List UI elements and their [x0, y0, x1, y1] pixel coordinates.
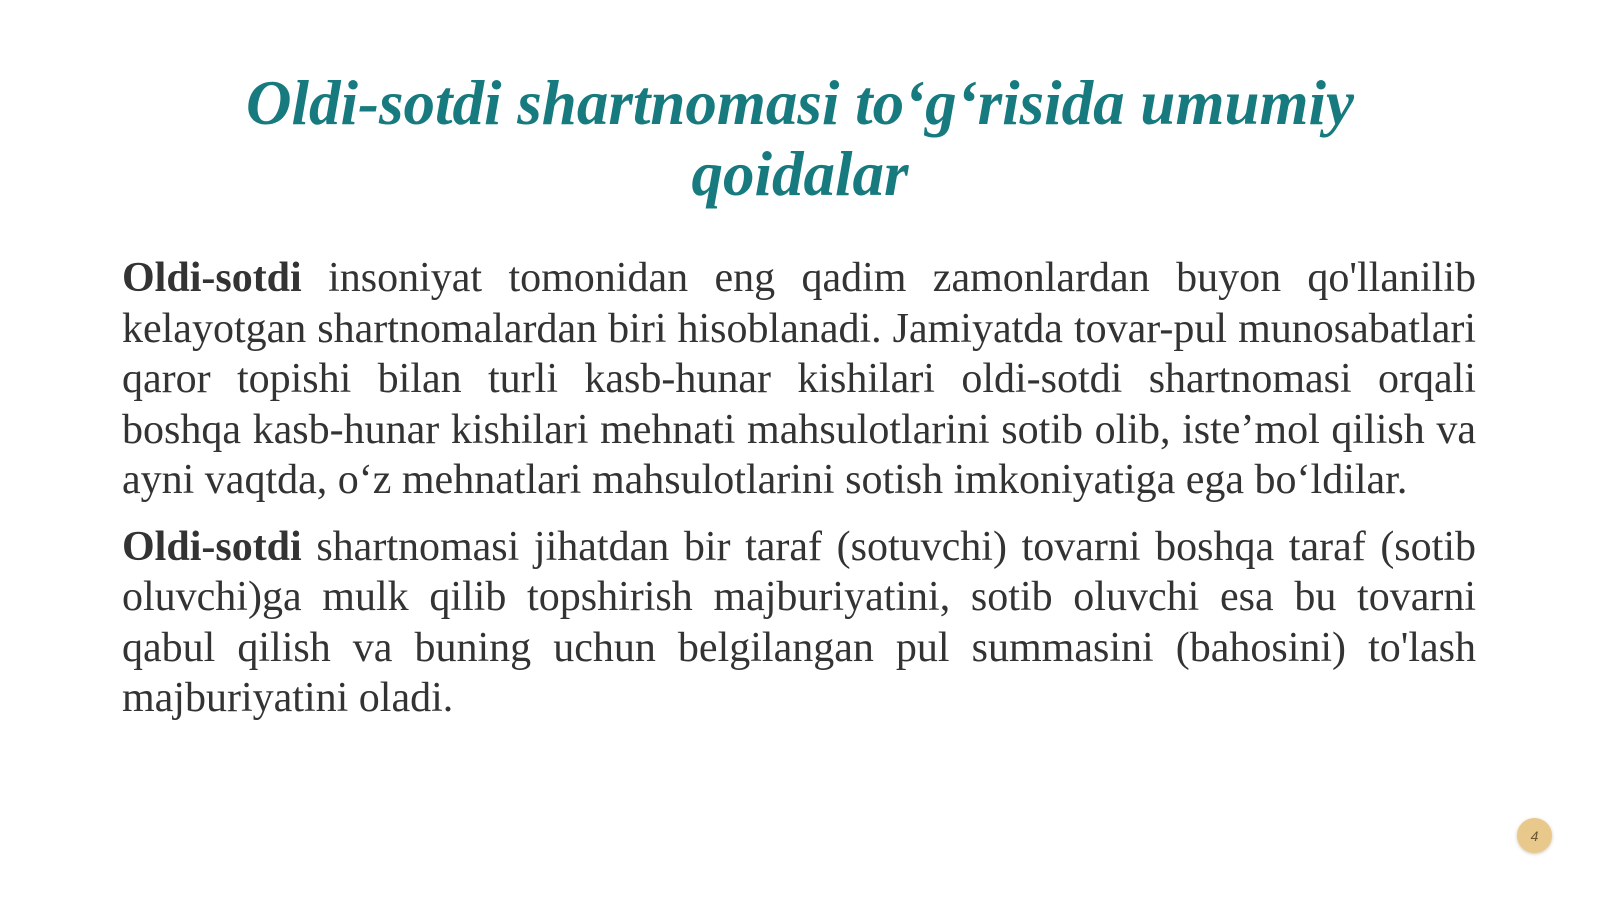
paragraph-2-lead: Oldi-sotdi — [122, 523, 302, 570]
slide-body — [122, 253, 1476, 740]
paragraph-1-lead: Oldi-sotdi — [122, 255, 302, 301]
page-number-badge: 4 — [1517, 818, 1552, 853]
slide-title: Oldi-sotdi shartnomasi to‘g‘risida umumiy qoidalar — [246, 68, 1354, 209]
paragraph-1-text: insoniyat tomonidan eng qadim zamonlardan buyon qo'llanilib kelayotgan shartnomalardan biri hisoblanadi. Jamiyatda tovar-pul munosabatlari qaror topishi bilan turli kasb-hunar kishilari oldi-sotdi shartnomasi orqali boshqa kasb-hunar kishilari mehnati mahsulotlarini sotib olib, iste’mol qilish va ayni vaqtda, o‘z mehnatlari mahsulotlarini sotish imkoniyatiga ega bo‘ldilar. — [122, 255, 1476, 503]
paragraph-2 — [122, 522, 1476, 724]
paragraph-2-text: shartnomasi jihatdan bir taraf (sotuvchi) tovarni boshqa taraf (sotib oluvchi)ga mulk qilib topshirish majburiyatini, sotib oluvchi esa bu tovarni qabul qilish va buning uchun belgilangan pul summasini (bahosini) to'lash majburiyatini oladi. — [122, 523, 1476, 721]
paragraph-1 — [122, 253, 1476, 506]
